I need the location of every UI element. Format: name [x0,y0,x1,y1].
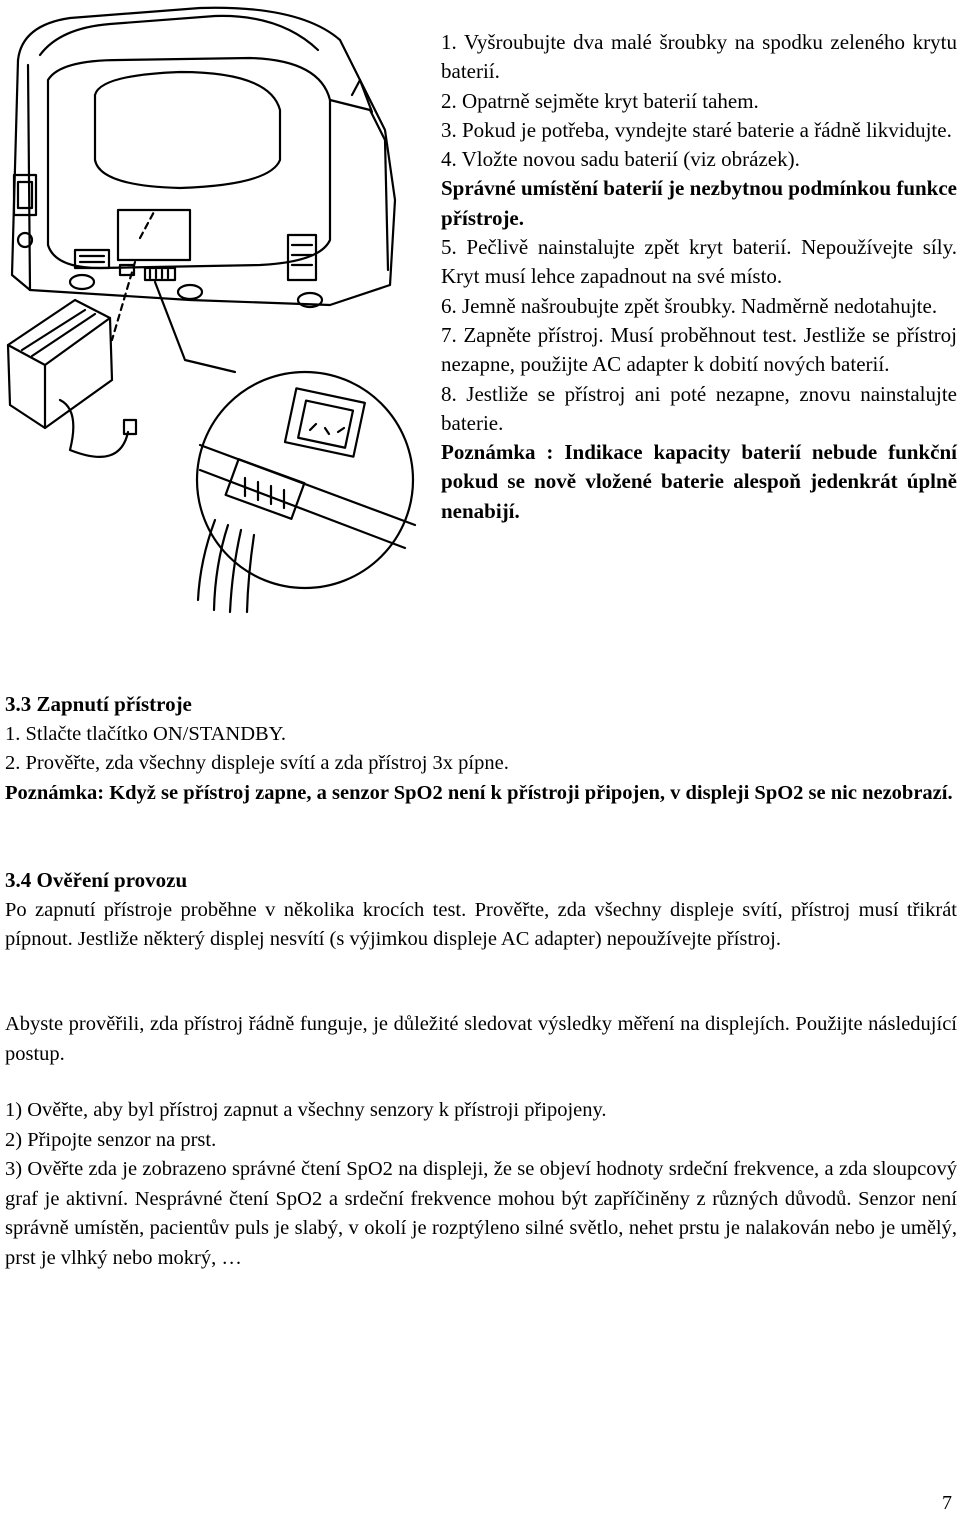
list-item: 6. Jemně našroubujte zpět šroubky. Nadměrně nedotahujte. [441,293,938,318]
list-item: 2. Opatrně sejměte kryt baterií tahem. [441,88,759,113]
section-3-4-paragraph-2 [5,1010,957,1069]
list-item: Správné umístění baterií je nezbytnou podmínkou funkce přístroje. [441,176,957,230]
list-item: 4. Vložte novou sadu baterií (viz obrázek). [441,147,800,172]
list-item: 1. Stlačte tlačítko ON/STANDBY. [5,722,286,745]
device-body-drawing [12,8,395,340]
list-item: 5. Pečlivě nainstalujte zpět kryt baterií. Nepoužívejte síly. Kryt musí lehce zapadnout na své místo. [441,235,957,289]
list-item: 7. Zapněte přístroj. Musí proběhnout test. Jestliže se přístroj nezapne, použijte AC adapter k dobití nových baterií. [441,322,957,377]
list-item: 3) Ověřte zda je zobrazeno správné čtení SpO2 na displeji, že se objeví hodnoty srdeční frekvence, a zda sloupcový graf je aktivní. Nesprávné čtení SpO2 a srdeční frekvence mohou být zapříčiněny z různých důvodů. Senzor není správně umístěn, pacientův puls je slabý, v okolí je rozptýleno silné světlo, nehet prstu je nalakován nebo je umělý, prst je vlhký nebo mokrý, … [5,1158,957,1269]
page-number: 7 [942,1492,952,1514]
battery-installation-illustration [0,0,420,615]
battery-note: Poznámka : Indikace kapacity baterií nebude funkční pokud se nově vložené baterie alespoň jedenkrát úplně nenabijí. [441,440,957,523]
paragraph: Abyste prověřili, zda přístroj řádně funguje, je důležité sledovat výsledky měření na displejích. Použijte následující postup. [5,1013,957,1065]
list-item: 2. Prověřte, zda všechny displeje svítí a zda přístroj 3x pípne. [5,752,509,774]
paragraph: Po zapnutí přístroje proběhne v několika krocích test. Prověřte, zda všechny displeje svítí, přístroj musí třikrát pípnout. Jestliže některý displej nesvítí (s výjimkou displeje AC adapter) nepoužívejte přístroj. [5,898,957,950]
list-item: 1. Vyšroubujte dva malé šroubky na spodku zeleného krytu baterií. [441,30,957,84]
section-heading: 3.4 Ověření provozu [5,868,188,892]
list-item: 3. Pokud je potřeba, vyndejte staré baterie a řádně likvidujte. [441,117,952,142]
battery-installation-steps [441,28,957,526]
section-3-4 [5,866,957,955]
list-item: 8. Jestliže se přístroj ani poté nezapne, znovu nainstalujte baterie. [441,381,957,435]
connector-zoom-detail [155,282,415,612]
battery-pack-drawing [8,300,136,457]
section-3-3 [5,690,957,808]
section-note: Poznámka: Když se přístroj zapne, a senzor SpO2 není k přístroji připojen, v displeji SpO2 se nic nezobrazí. [5,781,953,804]
list-item: 2) Připojte senzor na prst. [5,1128,217,1151]
list-item: 1) Ověřte, aby byl přístroj zapnut a všechny senzory k přístroji připojeny. [5,1099,607,1121]
section-heading: 3.3 Zapnutí přístroje [5,692,192,716]
section-3-4-procedure [5,1096,957,1273]
